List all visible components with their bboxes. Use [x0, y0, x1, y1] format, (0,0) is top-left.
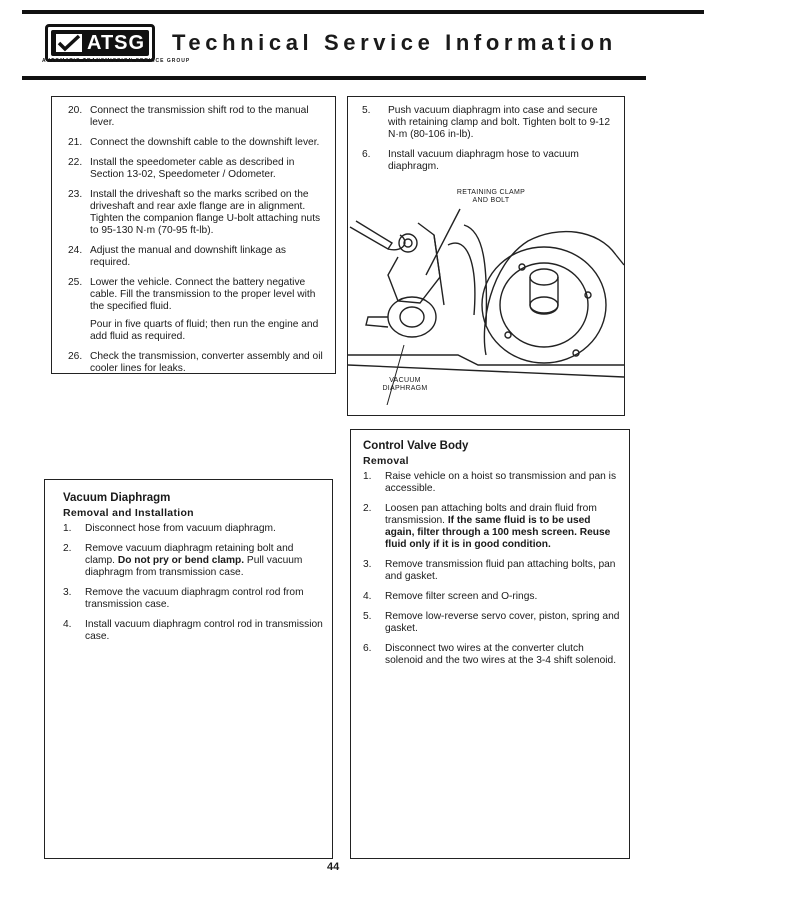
- vacuum-diaphragm-box: [44, 479, 333, 859]
- list-item: 5. Remove low-reverse servo cover, piston, spring and gasket.: [363, 611, 620, 634]
- fluid-note: Pour in five quarts of fluid; then run the engine and add fluid as required.: [90, 319, 319, 342]
- list-item: 4. Install vacuum diaphragm control rod in transmission case.: [63, 619, 323, 642]
- logo-text: ATSG: [87, 31, 146, 54]
- section-subtitle: Removal and Installation: [63, 507, 194, 519]
- list-item: 5. Push vacuum diaphragm into case and secure with retaining clamp and bolt. Tighten bolt to 9-12 N·m (80-106 in-lb).: [362, 105, 610, 140]
- control-valve-body-box: [350, 429, 630, 859]
- atsg-logo: [45, 24, 155, 62]
- figure-label-retaining-clamp: RETAINING CLAMP AND BOLT: [456, 189, 526, 204]
- diaphragm-install-box: [347, 96, 625, 416]
- page-title: Technical Service Information: [172, 30, 617, 55]
- installation-steps-box: [51, 96, 336, 374]
- list-item: 3. Remove the vacuum diaphragm control rod from transmission case.: [63, 587, 304, 610]
- list-item: 6. Disconnect two wires at the converter clutch solenoid and the two wires at the 3-4 shift solenoid.: [363, 643, 617, 666]
- page-number: 44: [327, 861, 340, 873]
- figure-label-vacuum-diaphragm: VACUUM DIAPHRAGM: [382, 377, 428, 392]
- header-bottom-rule: [22, 76, 646, 80]
- vacuum-diaphragm-figure: [348, 205, 624, 405]
- list-item: 3. Remove transmission fluid pan attaching bolts, pan and gasket.: [363, 559, 616, 582]
- list-item: 22. Install the speedometer cable as described in Section 13-02, Speedometer / Odometer.: [68, 157, 295, 180]
- list-item: 24. Adjust the manual and downshift linkage as required.: [68, 245, 286, 268]
- list-item: 20. Connect the transmission shift rod to the manual lever.: [68, 105, 309, 128]
- section-subtitle: Removal: [363, 455, 409, 467]
- list-item: 4. Remove filter screen and O-rings.: [363, 591, 538, 602]
- section-title: Vacuum Diaphragm: [63, 492, 171, 504]
- section-title: Control Valve Body: [363, 440, 469, 452]
- warning-text: Do not pry or bend clamp.: [117, 555, 245, 566]
- list-item: 25. Lower the vehicle. Connect the battery negative cable. Fill the transmission to the proper level with the specified fluid.: [68, 277, 316, 312]
- list-item: 2. Loosen pan attaching bolts and drain fluid from transmission. If the same fluid is to be used again, filter through a 100 mesh screen. Reuse fluid only if it is in good condition.: [363, 503, 611, 550]
- list-item: 23. Install the driveshaft so the marks scribed on the driveshaft and rear axle flange are in alignment. Tighten the companion flange U-bolt attaching nuts to 95-130 N·m (70-95 ft-lb).: [68, 189, 321, 236]
- checkmark-flag-icon: [55, 32, 83, 54]
- list-item: 2. Remove vacuum diaphragm retaining bolt and clamp. Do not pry or bend clamp. Pull vacuum diaphragm from transmission case.: [63, 543, 303, 578]
- warning-text: If the same fluid is to be used again, filter through a 100 mesh screen. Reuse fluid only if it is in good condition.: [385, 515, 611, 550]
- header-top-rule: [22, 10, 704, 14]
- list-item: 26. Check the transmission, converter assembly and oil cooler lines for leaks.: [68, 351, 323, 374]
- steps-list: [68, 105, 327, 313]
- list-item: 1. Raise vehicle on a hoist so transmission and pan is accessible.: [363, 471, 617, 494]
- list-item: 6. Install vacuum diaphragm hose to vacuum diaphragm.: [362, 149, 579, 172]
- logo-subtext: AUTOMATIC TRANSMISSION SERVICE GROUP: [42, 58, 191, 64]
- list-item: 1. Disconnect hose from vacuum diaphragm.: [63, 523, 276, 534]
- list-item: 21. Connect the downshift cable to the downshift lever.: [68, 137, 320, 148]
